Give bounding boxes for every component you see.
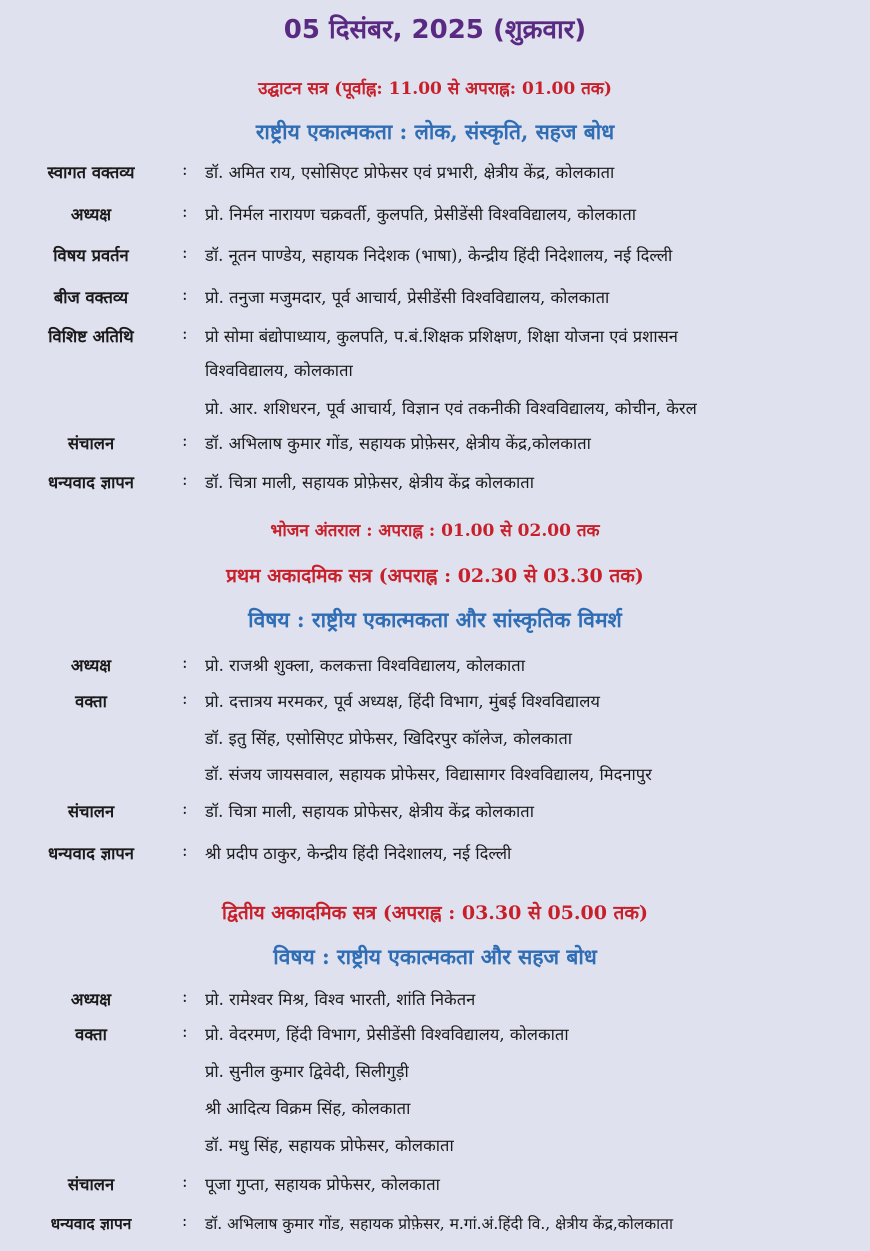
role-label: बीज वक्तव्य	[53, 288, 129, 307]
colon: :	[182, 1022, 188, 1041]
person-detail: विश्वविद्यालय, कोलकाता	[205, 361, 353, 380]
role-label: विशिष्ट अतिथि	[48, 327, 134, 346]
role-label: अध्यक्ष	[70, 656, 112, 675]
person-detail: प्रो. रामेश्वर मिश्र, विश्व भारती, शांति निकेतन	[205, 990, 476, 1009]
person-detail: डॉ. संजय जायसवाल, सहायक प्रोफेसर, विद्यासागर विश्वविद्यालय, मिदनापुर	[205, 765, 652, 784]
session2-heading: द्वितीय अकादमिक सत्र (अपराह्न : 03.30 से 05.00 तक)	[222, 902, 648, 924]
person-detail: प्रो. वेदरमण, हिंदी विभाग, प्रेसीडेंसी विश्वविद्यालय, कोलकाता	[205, 1025, 569, 1044]
lunch-break-heading: भोजन अंतराल : अपराह्न : 01.00 से 02.00 तक	[270, 521, 600, 541]
person-detail: डॉ. अमित राय, एसोसिएट प्रोफेसर एवं प्रभारी, क्षेत्रीय केंद्र, कोलकाता	[205, 163, 615, 182]
colon: :	[182, 1172, 188, 1191]
role-label: संचालन	[67, 802, 115, 821]
role-label: वक्ता	[75, 1025, 107, 1044]
role-label: अध्यक्ष	[70, 990, 112, 1009]
role-label: धन्यवाद ज्ञापन	[50, 1215, 132, 1233]
role-label: विषय प्रवर्तन	[53, 246, 129, 265]
person-detail: डॉ. मधु सिंह, सहायक प्रोफेसर, कोलकाता	[205, 1136, 454, 1155]
colon: :	[182, 470, 188, 489]
person-detail: प्रो. निर्मल नारायण चक्रवर्ती, कुलपति, प्रेसीडेंसी विश्वविद्यालय, कोलकाता	[205, 205, 637, 224]
colon: :	[182, 653, 188, 672]
colon: :	[182, 243, 188, 262]
role-label: संचालन	[67, 1175, 115, 1194]
role-label: धन्यवाद ज्ञापन	[48, 844, 134, 863]
colon: :	[182, 841, 188, 860]
role-label: संचालन	[67, 434, 115, 453]
person-detail: श्री प्रदीप ठाकुर, केन्द्रीय हिंदी निदेशालय, नई दिल्ली	[205, 844, 512, 863]
inaugural-session-heading: उद्घाटन सत्र (पूर्वाह्न: 11.00 से अपराह्न: 01.00 तक)	[258, 79, 612, 99]
session1-theme: विषय : राष्ट्रीय एकात्मकता और सांस्कृतिक विमर्श	[248, 607, 622, 632]
person-detail: प्रो. दत्तात्रय मरमकर, पूर्व अध्यक्ष, हिंदी विभाग, मुंबई विश्वविद्यालय	[205, 692, 600, 711]
person-detail: डॉ. अभिलाष कुमार गोंड, सहायक प्रोफ़ेसर, म.गां.अं.हिंदी वि., क्षेत्रीय केंद्र,कोलकाता	[205, 1215, 673, 1233]
colon: :	[182, 799, 188, 818]
colon: :	[182, 160, 188, 179]
person-detail: डॉ. नूतन पाण्डेय, सहायक निदेशक (भाषा), केन्द्रीय हिंदी निदेशालय, नई दिल्ली	[205, 246, 673, 265]
person-detail: प्रो. राजश्री शुक्ला, कलकत्ता विश्वविद्यालय, कोलकाता	[205, 656, 525, 675]
person-detail: डॉ. चित्रा माली, सहायक प्रोफ़ेसर, क्षेत्रीय केंद्र कोलकाता	[205, 473, 534, 492]
person-detail: प्रो. तनुजा मजुमदार, पूर्व आचार्य, प्रेसीडेंसी विश्वविद्यालय, कोलकाता	[205, 288, 610, 307]
inaugural-theme: राष्ट्रीय एकात्मकता : लोक, संस्कृति, सहज बोध	[255, 119, 615, 144]
person-detail: डॉ. अभिलाष कुमार गोंड, सहायक प्रोफ़ेसर, क्षेत्रीय केंद्र,कोलकाता	[205, 434, 591, 453]
person-detail: प्रो. आर. शशिधरन, पूर्व आचार्य, विज्ञान एवं तकनीकी विश्वविद्यालय, कोचीन, केरल	[205, 399, 697, 418]
role-label: अध्यक्ष	[70, 205, 112, 224]
person-detail: प्रो. सुनील कुमार द्विवेदी, सिलीगुड़ी	[205, 1062, 409, 1081]
person-detail: डॉ. चित्रा माली, सहायक प्रोफेसर, क्षेत्रीय केंद्र कोलकाता	[205, 802, 534, 821]
role-label: वक्ता	[75, 692, 107, 711]
person-detail: श्री आदित्य विक्रम सिंह, कोलकाता	[205, 1099, 411, 1118]
person-detail: डॉ. इतु सिंह, एसोसिएट प्रोफेसर, खिदिरपुर कॉलेज, कोलकाता	[205, 729, 573, 748]
date-title: 05 दिसंबर, 2025 (शुक्रवार)	[283, 15, 587, 45]
colon: :	[182, 1212, 188, 1230]
person-detail: प्रो सोमा बंद्योपाध्याय, कुलपति, प.बं.शिक्षक प्रशिक्षण, शिक्षा योजना एवं प्रशासन	[205, 327, 678, 346]
colon: :	[182, 285, 188, 304]
colon: :	[182, 689, 188, 708]
session1-heading: प्रथम अकादमिक सत्र (अपराह्न : 02.30 से 03.30 तक)	[226, 565, 644, 587]
role-label: स्वागत वक्तव्य	[47, 163, 135, 182]
person-detail: पूजा गुप्ता, सहायक प्रोफेसर, कोलकाता	[205, 1175, 440, 1194]
colon: :	[182, 202, 188, 221]
role-label: धन्यवाद ज्ञापन	[48, 473, 134, 492]
colon: :	[182, 431, 188, 450]
colon: :	[182, 324, 188, 343]
colon: :	[182, 987, 188, 1006]
session2-theme: विषय : राष्ट्रीय एकात्मकता और सहज बोध	[273, 944, 597, 969]
